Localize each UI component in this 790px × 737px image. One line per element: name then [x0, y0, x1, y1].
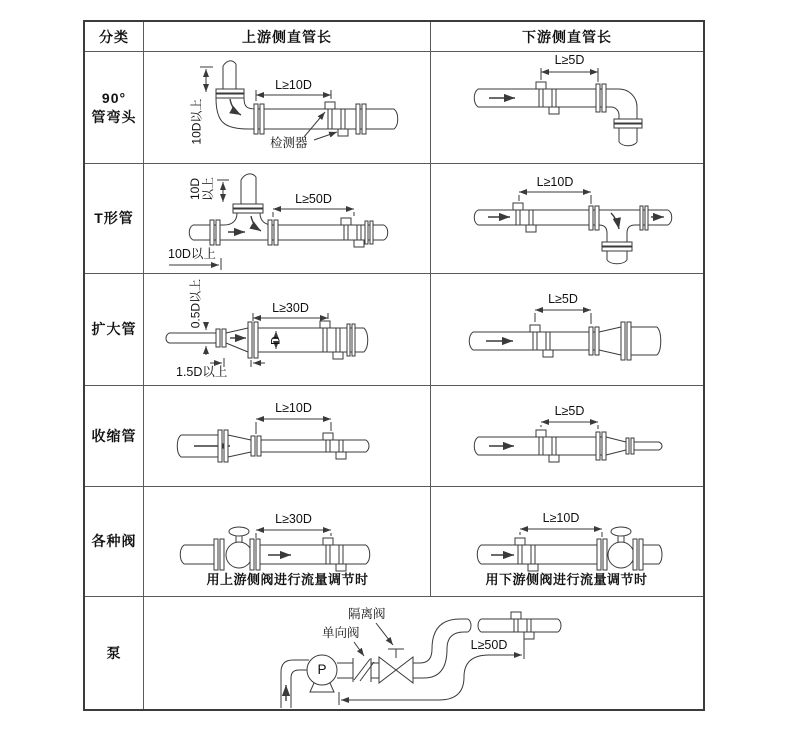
- dimension-label: L≥10D: [275, 78, 312, 92]
- header-cell-upstream: [144, 22, 431, 52]
- diagram-cell-reducer-downstream: [431, 386, 703, 487]
- detector-label: 检测器: [270, 136, 308, 150]
- isolation-valve-label: 隔离阀: [348, 607, 386, 621]
- diagram-cell-elbow-upstream: [144, 52, 431, 164]
- category-cell-valves: [85, 487, 144, 597]
- category-elbow-line2: 管弯头: [91, 108, 137, 125]
- category-tee-label: T形管: [94, 210, 134, 227]
- horizontal-dimension-label: 1.5D以上: [176, 365, 228, 379]
- diagram-cell-valves-downstream: [431, 487, 703, 597]
- pipe-requirements-table: [83, 20, 705, 711]
- vertical-dimension-label: 10D以上: [189, 98, 204, 145]
- category-cell-elbow: [85, 52, 144, 164]
- diagram-cell-reducer-upstream: [144, 386, 431, 487]
- diagram-cell-elbow-downstream: [431, 52, 703, 164]
- vertical-dimension-label: 10D 以上: [188, 177, 215, 202]
- dimension-label: L≥30D: [272, 301, 309, 315]
- vertical-dimension-label: 0.5D以上: [188, 278, 203, 329]
- category-expander-label: 扩大管: [91, 321, 137, 338]
- category-valves-label: 各种阀: [91, 533, 137, 550]
- caption: 用上游侧阀进行流量调节时: [206, 572, 369, 587]
- diagram-cell-expander-downstream: [431, 274, 703, 386]
- reducer-downstream-diagram: [431, 386, 702, 486]
- dimension-label: L≥10D: [536, 175, 574, 189]
- elbow-downstream-diagram: [431, 52, 702, 163]
- dimension-label: L≥5D: [554, 53, 585, 67]
- header-downstream-label: 下游侧直管长: [522, 28, 612, 45]
- check-valve-label: 单向阀: [322, 626, 360, 640]
- dimension-label: L≥5D: [554, 404, 585, 418]
- dimension-label: L≥30D: [275, 512, 312, 526]
- caption: 用下游侧阀进行流量调节时: [485, 572, 648, 587]
- diagram-cell-tee-downstream: [431, 164, 703, 274]
- dimension-label: L≥50D: [295, 192, 332, 206]
- category-elbow-line1: 90°: [101, 89, 127, 106]
- category-cell-tee: [85, 164, 144, 274]
- category-reducer-label: 收缩管: [91, 427, 137, 444]
- category-cell-expander: [85, 274, 144, 386]
- dimension-label: L≥10D: [275, 401, 312, 415]
- header-cell-category: [85, 22, 144, 52]
- diagram-cell-pump: [144, 597, 703, 709]
- category-cell-reducer: [85, 386, 144, 487]
- category-pump-label: 泵: [106, 644, 122, 661]
- header-category-label: 分类: [99, 28, 129, 45]
- diagram-cell-expander-upstream: [144, 274, 431, 386]
- pump-letter-label: P: [317, 662, 327, 677]
- diagram-cell-tee-upstream: [144, 164, 431, 274]
- dimension-label: L≥5D: [548, 292, 578, 306]
- category-cell-pump: [85, 597, 144, 709]
- diameter-label: D: [268, 336, 283, 345]
- header-cell-downstream: [431, 22, 703, 52]
- dimension-label: L≥10D: [542, 511, 580, 525]
- header-upstream-label: 上游侧直管长: [242, 28, 332, 45]
- horizontal-dimension-label: 10D以上: [168, 247, 216, 261]
- pump-diagram: [144, 597, 703, 709]
- dimension-label: L≥50D: [470, 638, 508, 652]
- expander-downstream-diagram: [431, 274, 702, 385]
- diagram-cell-valves-upstream: [144, 487, 431, 597]
